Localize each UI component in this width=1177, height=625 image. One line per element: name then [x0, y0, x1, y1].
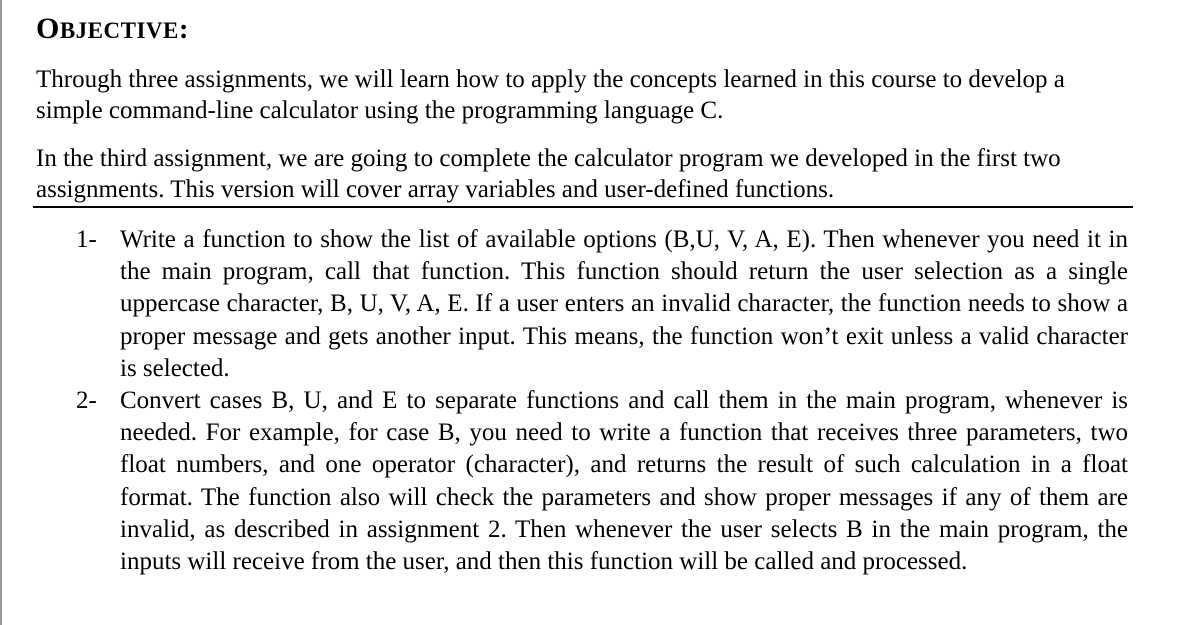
list-item-number: 1- [76, 226, 97, 253]
intro-paragraph: Through three assignments, we will learn how to apply the concepts learned in this course to develop a simple command-line calculator using the programming language C. [36, 66, 1065, 124]
page-left-border [0, 0, 2, 625]
section-heading [36, 10, 189, 50]
list-item [76, 385, 1128, 578]
list-item [76, 224, 1128, 385]
section-divider [33, 206, 1133, 208]
list-item-text: Write a function to show the list of available options (B,U, V, A, E). Then whenever you need it in the main program, call that function. This function should return the user selection as a single uppercase character, B, U, V, A, E. If a user enters an invalid character, the function needs to show a proper message and gets another input. This means, the function won’t exit unless a valid character is selected. [120, 226, 1128, 382]
heading-colon: : [178, 13, 190, 45]
heading-first-letter: O [36, 12, 60, 45]
heading-rest: BJECTIVE [59, 18, 179, 43]
requirements-list [76, 224, 1128, 578]
assignment-paragraph: In the third assignment, we are going to complete the calculator program we developed in the first two assignments. This version will cover array variables and user-defined functions. [36, 145, 1061, 203]
list-item-number: 2- [76, 387, 97, 415]
list-item-text: Convert cases B, U, and E to separate functions and call them in the main program, whenever is needed. For example, for case B, you need to write a function that receives three parameters, two float numbers, and one operator (character), and returns the result of such calculation in a float format. The function also will check the parameters and show proper messages if any of them are invalid, as described in assignment 2. Then whenever the user selects B in the main program, the inputs will receive from the user, and then this function will be called and processed. [120, 387, 1128, 576]
